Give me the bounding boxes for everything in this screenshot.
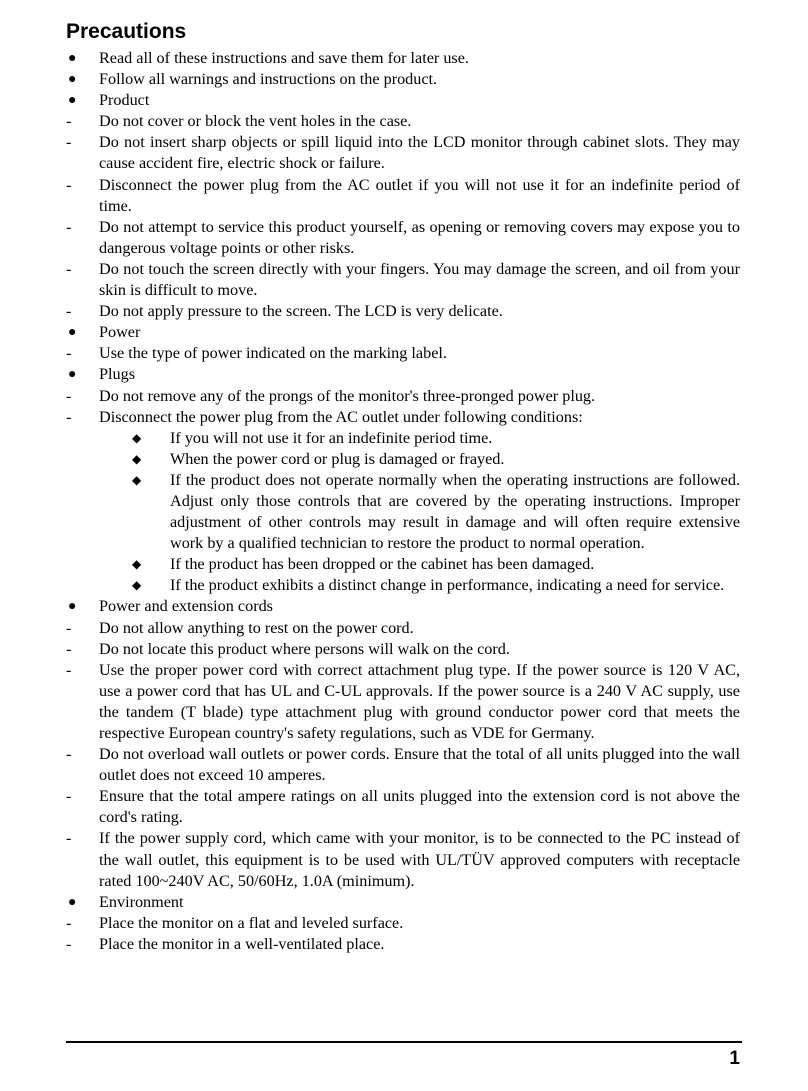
condition-text: If you will not use it for an indefinite period time. (170, 428, 493, 447)
dash-marker: - (66, 934, 72, 953)
dash-marker: - (66, 407, 72, 426)
dash-marker: - (66, 386, 72, 405)
bullet-text: Follow all warnings and instructions on the product. (99, 70, 438, 89)
diamond-bullet-icon: ◆ (132, 451, 142, 466)
bullet-icon: ● (68, 599, 77, 615)
document-body (66, 18, 740, 955)
dash-text: Ensure that the total ampere ratings on all units plugged into the extension cord is not above the cord's rating. (99, 787, 740, 827)
bullet-icon: ● (68, 894, 77, 910)
bullet-item (66, 48, 740, 69)
dash-marker: - (66, 175, 72, 194)
dash-text: Do not insert sharp objects or spill liquid into the LCD monitor through cabinet slots. They may cause accident fire, electric shock or failure. (99, 133, 740, 173)
dash-marker: - (66, 217, 72, 236)
dash-marker: - (66, 745, 72, 764)
dash-text: Do not locate this product where persons will walk on the cord. (99, 639, 510, 658)
section-heading: Power and extension cords (99, 597, 273, 616)
bullet-icon: ● (68, 72, 77, 88)
dash-item (66, 660, 740, 744)
dash-text: Do not overload wall outlets or power cords. Ensure that the total of all units plugged into the wall outlet does not exceed 10 amperes. (99, 745, 740, 785)
diamond-bullet-icon: ◆ (132, 430, 142, 445)
condition-item (66, 449, 740, 470)
section-heading-product (66, 90, 740, 111)
bullet-text: Read all of these instructions and save them for later use. (99, 49, 469, 67)
dash-item (66, 913, 740, 934)
section-heading: Power (99, 323, 141, 342)
condition-item (66, 470, 740, 554)
condition-text: If the product has been dropped or the cabinet has been damaged. (170, 555, 595, 574)
dash-item (66, 343, 740, 364)
dash-text: Do not allow anything to rest on the power cord. (99, 618, 414, 637)
dash-item (66, 386, 740, 407)
dash-text: Do not cover or block the vent holes in the case. (99, 112, 412, 131)
dash-marker: - (66, 660, 72, 679)
condition-item (66, 554, 740, 575)
page-title: Precautions (66, 20, 187, 43)
dash-marker: - (66, 639, 72, 658)
dash-item (66, 934, 740, 955)
section-heading-environment (66, 892, 740, 913)
page-number: 1 (729, 1048, 740, 1069)
dash-text: Disconnect the power plug from the AC outlet if you will not use it for an indefinite period of time. (99, 175, 740, 215)
diamond-bullet-icon: ◆ (132, 472, 142, 487)
dash-marker: - (66, 618, 72, 637)
bullet-icon: ● (68, 93, 77, 109)
diamond-bullet-icon: ◆ (132, 557, 142, 572)
section-heading: Plugs (99, 365, 135, 384)
dash-marker: - (66, 302, 72, 321)
dash-marker: - (66, 787, 72, 806)
section-heading-power (66, 322, 740, 343)
condition-text: When the power cord or plug is damaged or frayed. (170, 449, 505, 468)
dash-item (66, 618, 740, 639)
dash-text: Do not remove any of the prongs of the monitor's three-pronged power plug. (99, 386, 596, 405)
section-heading-plugs (66, 364, 740, 385)
dash-text: Place the monitor in a well-ventilated place. (99, 934, 385, 953)
dash-item (66, 175, 740, 217)
dash-item (66, 301, 740, 322)
bullet-icon: ● (68, 51, 77, 66)
dash-text: If the power supply cord, which came with your monitor, is to be connected to the PC instead of the wall outlet, this equipment is to be used with UL/TÜV approved computers with receptacle rated 100~240V AC, 50/60Hz, 1.0A (minimum). (99, 829, 740, 890)
dash-marker: - (66, 344, 72, 363)
dash-text: Use the proper power cord with correct attachment plug type. If the power source is 120 V AC, use a power cord that has UL and C-UL approvals. If the power source is a 240 V AC supply, use the tandem (T blade) type attachment plug with ground conductor power cord that meets the respective European country's safety regulations, such as VDE for Germany. (99, 660, 740, 742)
diamond-bullet-icon: ◆ (132, 578, 142, 593)
dash-item (66, 132, 740, 174)
dash-marker: - (66, 259, 72, 278)
dash-text: Use the type of power indicated on the marking label. (99, 344, 447, 363)
condition-item (66, 575, 740, 596)
dash-text: Do not attempt to service this product yourself, as opening or removing covers may expose you to dangerous voltage points or other risks. (99, 217, 740, 257)
dash-item (66, 744, 740, 786)
bullet-icon: ● (68, 367, 77, 383)
dash-text: Do not touch the screen directly with your fingers. You may damage the screen, and oil from your skin is difficult to move. (99, 259, 740, 300)
condition-text: If the product exhibits a distinct change in performance, indicating a need for service. (170, 576, 725, 595)
section-heading: Environment (99, 892, 184, 911)
dash-marker: - (66, 829, 72, 848)
bullet-item (66, 69, 740, 90)
dash-item (66, 407, 740, 428)
section-heading-cords (66, 596, 740, 617)
dash-item (66, 639, 740, 660)
dash-marker: - (66, 913, 72, 932)
dash-item (66, 259, 740, 301)
bullet-icon: ● (68, 325, 77, 341)
condition-text: If the product does not operate normally when the operating instructions are followed. Adjust only those controls that are covered by the operating instructions. Improper adjustment of other controls may result in damage and will often require extensive work by a qualified technician to restore the product to normal operation. (170, 470, 740, 553)
dash-marker: - (66, 133, 72, 152)
dash-text: Disconnect the power plug from the AC outlet under following conditions: (99, 407, 583, 426)
condition-item (66, 428, 740, 449)
dash-text: Place the monitor on a flat and leveled surface. (99, 913, 404, 932)
dash-item (66, 111, 740, 132)
dash-item (66, 217, 740, 259)
dash-item (66, 786, 740, 828)
dash-text: Do not apply pressure to the screen. The LCD is very delicate. (99, 302, 503, 321)
dash-item (66, 828, 740, 891)
section-heading: Product (99, 91, 150, 110)
dash-marker: - (66, 112, 72, 131)
footer-divider (66, 1041, 742, 1043)
